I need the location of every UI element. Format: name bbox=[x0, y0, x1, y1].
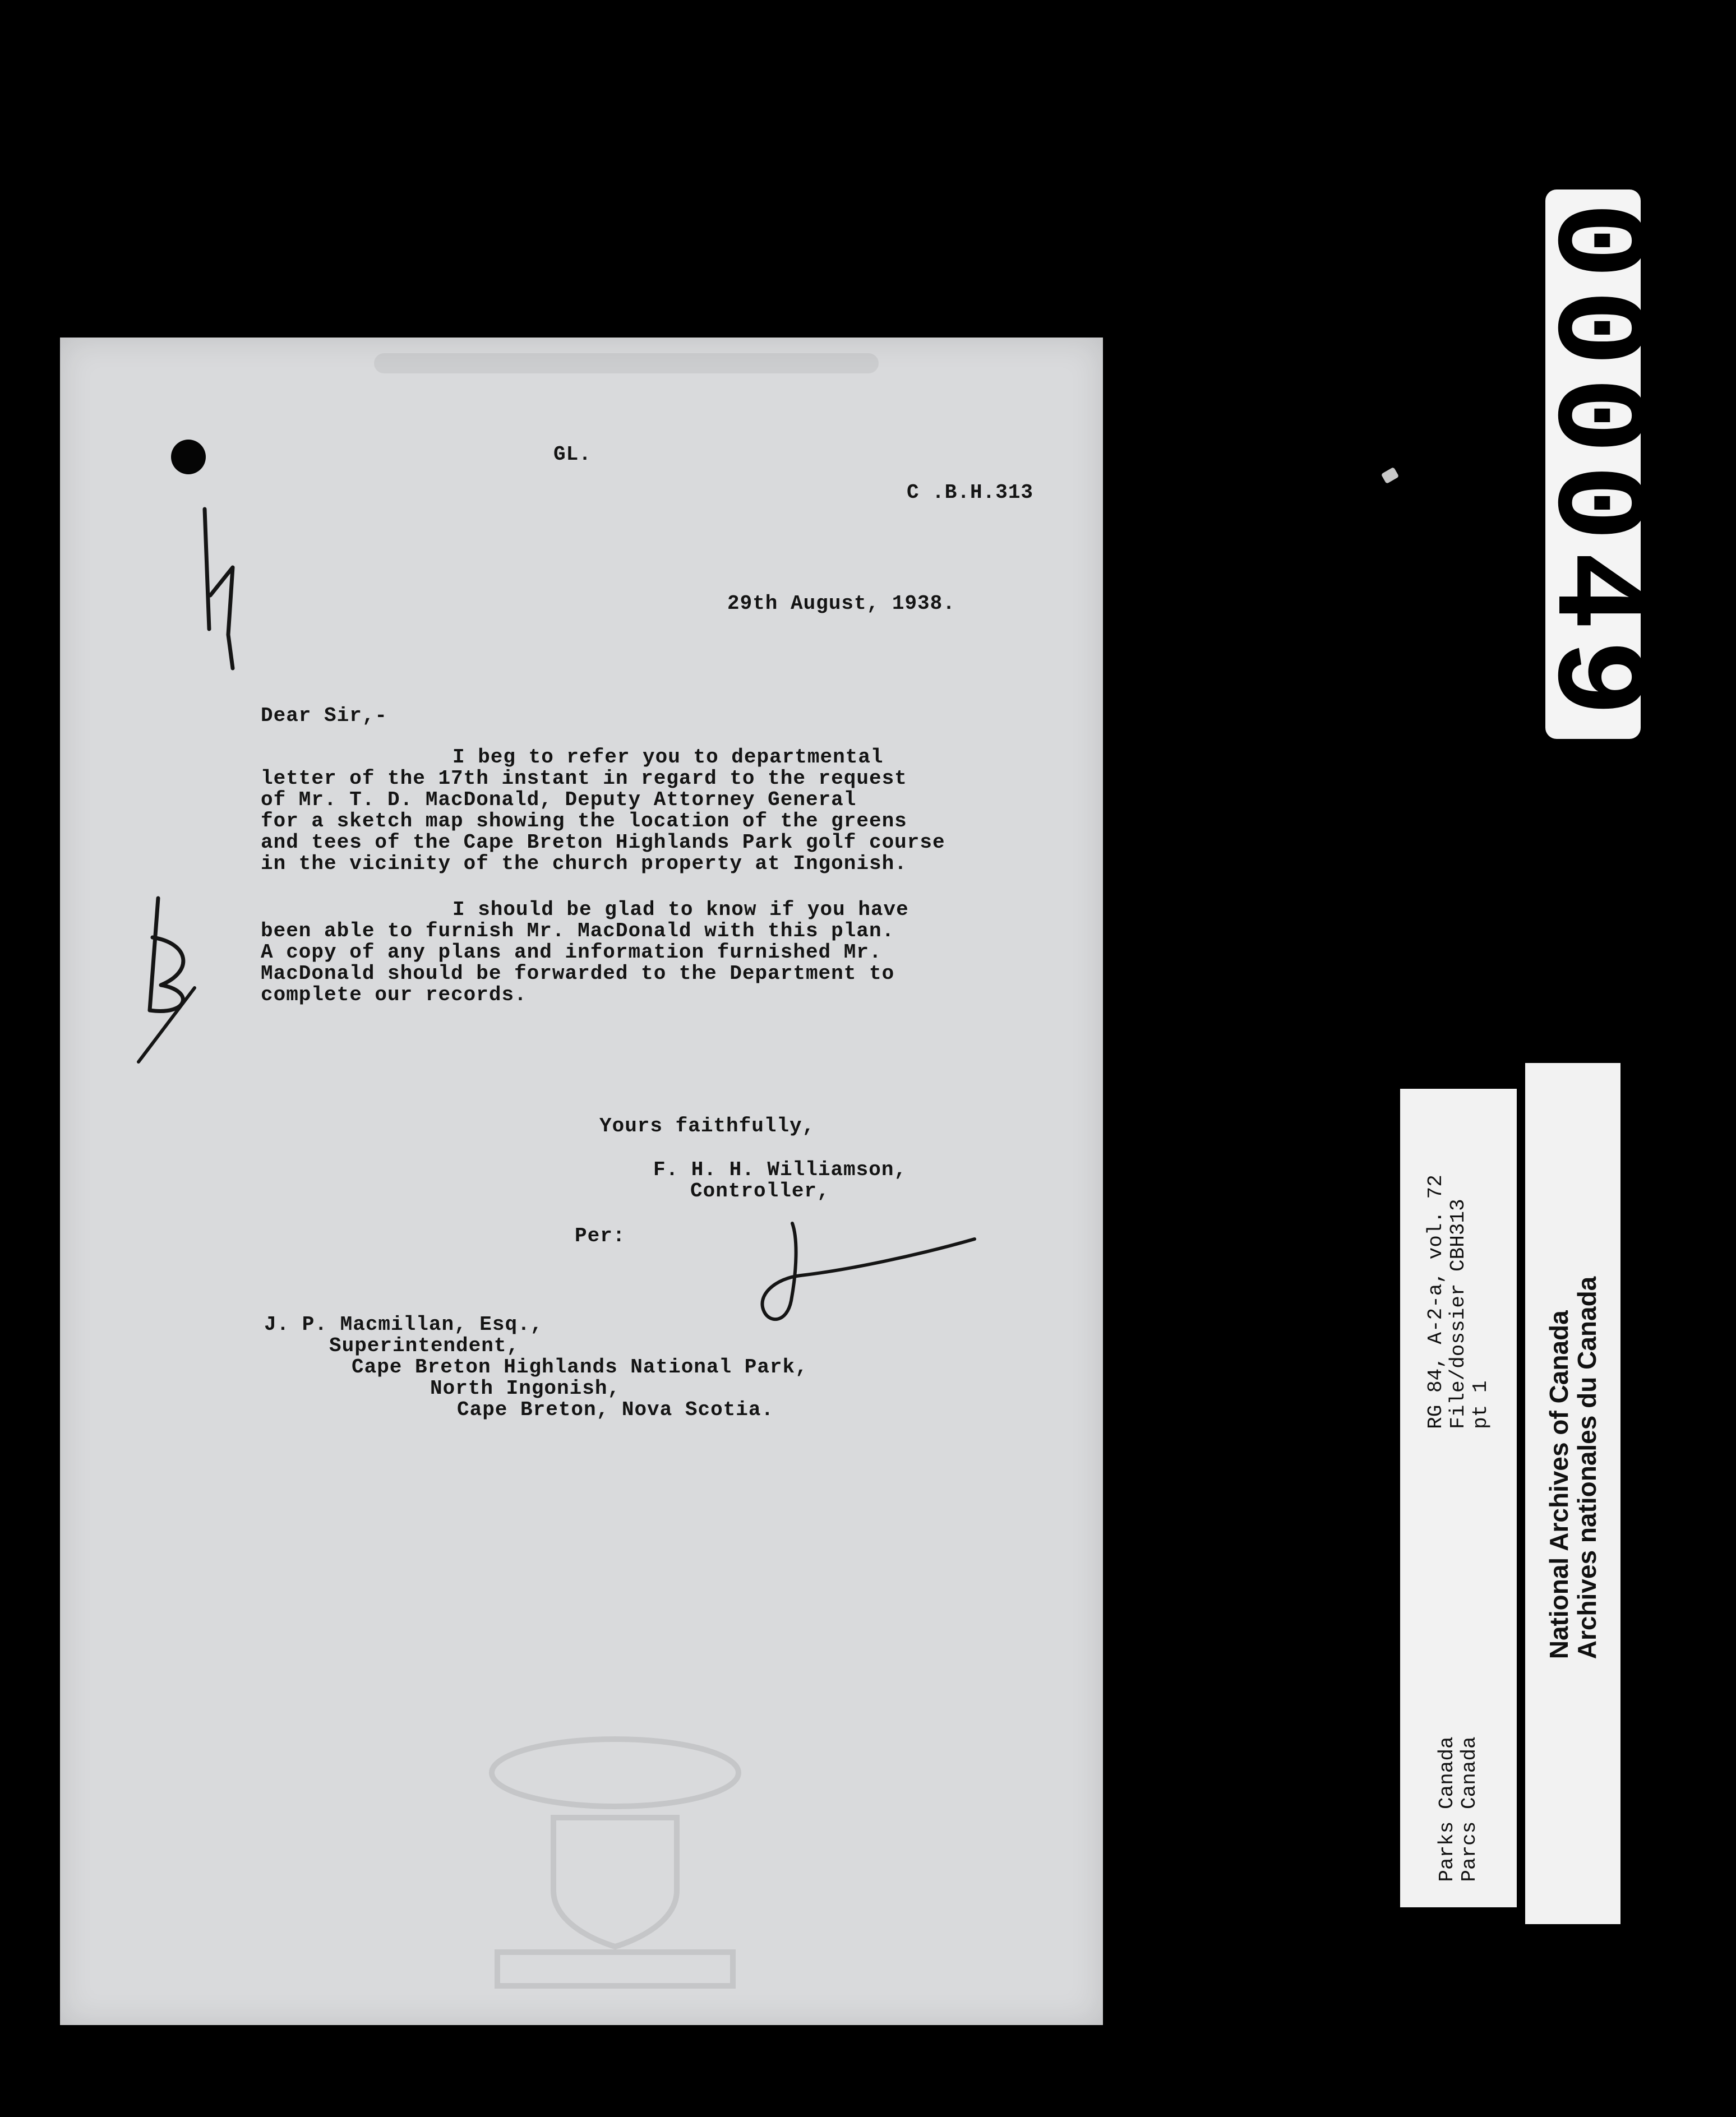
reference-line3: pt 1 bbox=[1469, 1380, 1492, 1429]
paragraph1-line5: and tees of the Cape Breton Highlands Park golf course bbox=[261, 831, 945, 854]
recipient-line5: Cape Breton, Nova Scotia. bbox=[457, 1398, 774, 1421]
frame-counter-digits: 000049 bbox=[1520, 201, 1666, 727]
reference-line1: RG 84, A-2-a, vol. 72 bbox=[1424, 1174, 1447, 1429]
margin-mark-14 bbox=[193, 506, 244, 674]
recipient-line4: North Ingonish, bbox=[430, 1377, 621, 1400]
paragraph2-line5: complete our records. bbox=[261, 983, 527, 1006]
paragraph1-line2: letter of the 17th instant in regard to the request bbox=[261, 767, 907, 790]
file-reference: C .B.H.313 bbox=[907, 481, 1034, 504]
national-archives-text bbox=[1545, 1277, 1601, 1660]
faded-seal-emboss bbox=[419, 1705, 811, 2019]
recipient-line2: Superintendent, bbox=[329, 1334, 520, 1357]
recipient-line3: Cape Breton Highlands National Park, bbox=[352, 1356, 808, 1379]
punch-hole bbox=[171, 440, 206, 474]
recipient-line1: J. P. Macmillan, Esq., bbox=[264, 1313, 543, 1336]
paragraph1-line3: of Mr. T. D. MacDonald, Deputy Attorney General bbox=[261, 788, 857, 811]
paragraph2-line4: MacDonald should be forwarded to the Department to bbox=[261, 962, 895, 985]
national-archives-strip bbox=[1525, 1063, 1620, 1924]
faded-letterhead-mark bbox=[374, 353, 879, 373]
salutation: Dear Sir,- bbox=[261, 704, 388, 727]
film-speck bbox=[1381, 467, 1400, 484]
paragraph1-line1: I beg to refer you to departmental bbox=[453, 746, 884, 769]
per-label: Per: bbox=[575, 1224, 626, 1247]
archives-line-fr: Archives nationales du Canada bbox=[1572, 1276, 1601, 1660]
letter-date: 29th August, 1938. bbox=[727, 592, 955, 615]
signatory-title: Controller, bbox=[690, 1180, 830, 1203]
paragraph1-line6: in the vicinity of the church property at Ingonish. bbox=[261, 852, 907, 875]
paragraph2-line2: been able to furnish Mr. MacDonald with this plan. bbox=[261, 919, 895, 942]
archives-line-en: National Archives of Canada bbox=[1544, 1310, 1573, 1660]
frame-counter-label bbox=[1520, 189, 1666, 739]
archive-reference-label bbox=[1400, 1089, 1517, 1907]
signatory-name: F. H. H. Williamson, bbox=[653, 1158, 907, 1181]
letter-sheet bbox=[60, 338, 1103, 2025]
paragraph1-line4: for a sketch map showing the location of the greens bbox=[261, 810, 907, 833]
closing: Yours faithfully, bbox=[599, 1115, 815, 1138]
paragraph2-line1: I should be glad to know if you have bbox=[453, 898, 909, 921]
margin-mark-b bbox=[127, 887, 206, 1066]
reference-line2: File/dossier CBH313 bbox=[1447, 1198, 1470, 1429]
typist-initials: GL. bbox=[553, 443, 592, 466]
agency-line2: Parcs Canada bbox=[1458, 1736, 1481, 1882]
paragraph2-line3: A copy of any plans and information furnished Mr. bbox=[261, 941, 882, 964]
archive-reference-text bbox=[1425, 1175, 1492, 1429]
agency-line1: Parks Canada bbox=[1435, 1736, 1458, 1882]
agency-text bbox=[1436, 1736, 1481, 1882]
handwritten-signature bbox=[731, 1217, 977, 1334]
